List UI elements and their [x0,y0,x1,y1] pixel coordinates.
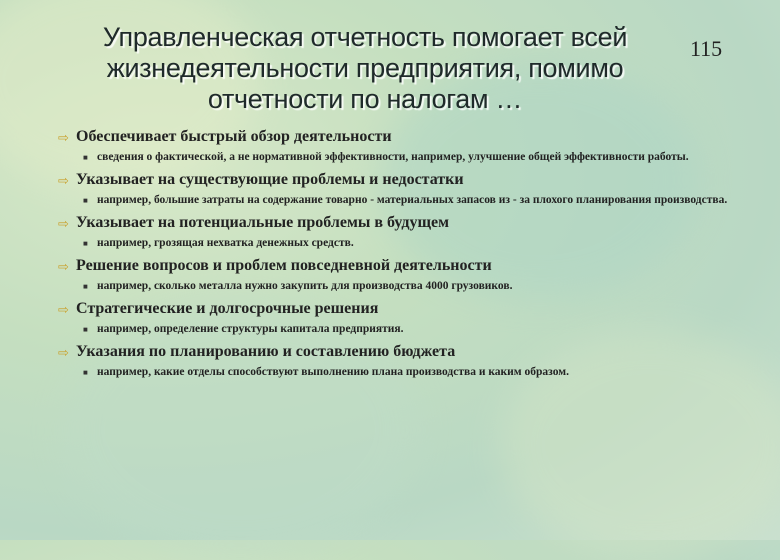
list-item-label: Указания по планированию и составлению бюджета [76,343,456,360]
square-bullet-icon: ■ [83,153,88,162]
list-item-detail: сведения о фактической, а не нормативной эффективности, например, улучшение общей эффективности работы. [97,151,689,163]
list-item-label: Стратегические и долгосрочные решения [76,300,379,317]
hollow-arrow-bullet-icon: ⇨ [58,216,69,231]
list-item [58,341,748,380]
slide-title: Управленческая отчетность помогает всей жизнедеятельности предприятия, помимо отчетности по налогам … [102,22,628,114]
square-bullet-icon: ■ [83,282,88,291]
hollow-arrow-bullet-icon: ⇨ [58,259,69,274]
square-bullet-icon: ■ [83,325,88,334]
list-item [58,212,748,251]
hollow-arrow-bullet-icon: ⇨ [58,130,69,145]
list-item-label: Обеспечивает быстрый обзор деятельности [76,128,392,145]
hollow-arrow-bullet-icon: ⇨ [58,302,69,317]
list-item-label: Указывает на существующие проблемы и недостатки [76,171,464,188]
square-bullet-icon: ■ [83,196,88,205]
list-item-detail: например, большие затраты на содержание товарно - материальных запасов из - за плохого планирования производства. [97,194,728,206]
list-item-detail: например, сколько металла нужно закупить для производства 4000 грузовиков. [97,280,513,292]
list-item-detail: например, какие отделы способствуют выполнению плана производства и каким образом. [97,366,569,378]
list-item-detail: например, грозящая нехватка денежных средств. [97,237,354,249]
list-item [58,255,748,294]
square-bullet-icon: ■ [83,368,88,377]
list-item [58,126,748,165]
list-item [58,169,748,208]
page-number: 115 [690,36,723,61]
list-item-label: Указывает на потенциальные проблемы в будущем [76,214,449,231]
list-item-detail: например, определение структуры капитала предприятия. [97,323,404,335]
list-item [58,298,748,337]
bullet-list [58,126,748,384]
list-item-label: Решение вопросов и проблем повседневной деятельности [76,257,492,274]
hollow-arrow-bullet-icon: ⇨ [58,345,69,360]
hollow-arrow-bullet-icon: ⇨ [58,173,69,188]
square-bullet-icon: ■ [83,239,88,248]
